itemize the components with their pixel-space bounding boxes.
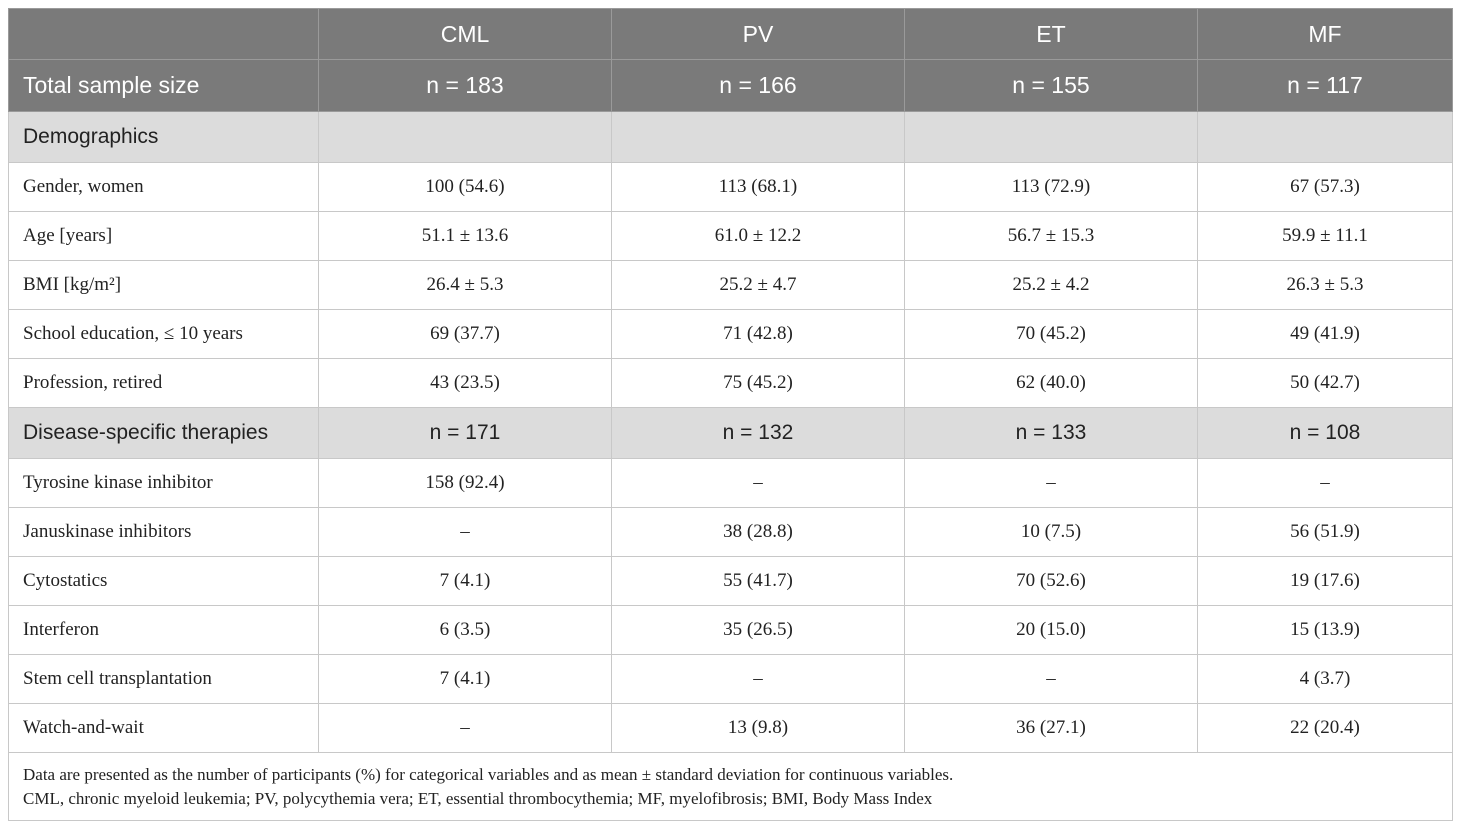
cell-et: 70 (45.2) — [905, 310, 1198, 359]
column-header-mf: MF — [1198, 9, 1453, 60]
row-label: Watch-and-wait — [9, 704, 319, 753]
row-label: Stem cell transplantation — [9, 655, 319, 704]
table-row — [9, 163, 1453, 212]
cell-cml: – — [319, 508, 612, 557]
table-row — [9, 359, 1453, 408]
section-count: n = 133 — [905, 408, 1198, 459]
footnote-line-2: CML, chronic myeloid leukemia; PV, polycythemia vera; ET, essential thrombocythemia; MF, myelofibrosis; BMI, Body Mass Index — [23, 788, 933, 808]
sample-size-et: n = 155 — [905, 60, 1198, 112]
row-label: Profession, retired — [9, 359, 319, 408]
cell-et: – — [905, 655, 1198, 704]
row-label: School education, ≤ 10 years — [9, 310, 319, 359]
cell-et: 36 (27.1) — [905, 704, 1198, 753]
cell-mf: 26.3 ± 5.3 — [1198, 261, 1453, 310]
cell-et: 10 (7.5) — [905, 508, 1198, 557]
column-header-cml: CML — [319, 9, 612, 60]
table-row — [9, 459, 1453, 508]
column-header-row — [9, 9, 1453, 60]
cell-cml: 7 (4.1) — [319, 655, 612, 704]
cell-cml: 158 (92.4) — [319, 459, 612, 508]
cell-pv: 38 (28.8) — [612, 508, 905, 557]
table-row — [9, 606, 1453, 655]
cell-mf: – — [1198, 459, 1453, 508]
cell-mf: 4 (3.7) — [1198, 655, 1453, 704]
cell-mf: 49 (41.9) — [1198, 310, 1453, 359]
table-row — [9, 261, 1453, 310]
sample-size-row — [9, 60, 1453, 112]
table-row — [9, 310, 1453, 359]
cell-mf: 56 (51.9) — [1198, 508, 1453, 557]
row-label: Gender, women — [9, 163, 319, 212]
cell-cml: 51.1 ± 13.6 — [319, 212, 612, 261]
row-label: BMI [kg/m²] — [9, 261, 319, 310]
cell-pv: – — [612, 459, 905, 508]
cell-et: 113 (72.9) — [905, 163, 1198, 212]
cell-et: 25.2 ± 4.2 — [905, 261, 1198, 310]
row-label: Interferon — [9, 606, 319, 655]
cell-cml: 6 (3.5) — [319, 606, 612, 655]
section-header-therapies — [9, 408, 1453, 459]
section-count — [319, 112, 612, 163]
footnote-line-1: Data are presented as the number of participants (%) for categorical variables and as mean ± standard deviation for continuous variables. — [23, 764, 954, 784]
table-row — [9, 655, 1453, 704]
section-count — [612, 112, 905, 163]
cell-mf: 67 (57.3) — [1198, 163, 1453, 212]
section-title: Disease-specific therapies — [9, 408, 319, 459]
cell-cml: 26.4 ± 5.3 — [319, 261, 612, 310]
section-count — [1198, 112, 1453, 163]
cell-cml: – — [319, 704, 612, 753]
cell-pv: 35 (26.5) — [612, 606, 905, 655]
cell-cml: 100 (54.6) — [319, 163, 612, 212]
cell-mf: 15 (13.9) — [1198, 606, 1453, 655]
cell-pv: – — [612, 655, 905, 704]
cell-pv: 61.0 ± 12.2 — [612, 212, 905, 261]
table-row — [9, 557, 1453, 606]
table-footnote — [9, 753, 1453, 821]
cell-mf: 22 (20.4) — [1198, 704, 1453, 753]
sample-size-mf: n = 117 — [1198, 60, 1453, 112]
row-label: Tyrosine kinase inhibitor — [9, 459, 319, 508]
cell-pv: 13 (9.8) — [612, 704, 905, 753]
table-container — [8, 8, 1452, 821]
cell-et: 70 (52.6) — [905, 557, 1198, 606]
cell-et: 62 (40.0) — [905, 359, 1198, 408]
section-count — [905, 112, 1198, 163]
sample-size-cml: n = 183 — [319, 60, 612, 112]
row-label: Januskinase inhibitors — [9, 508, 319, 557]
table-footnote-row — [9, 753, 1453, 821]
section-count: n = 171 — [319, 408, 612, 459]
cell-mf: 59.9 ± 11.1 — [1198, 212, 1453, 261]
sample-size-label: Total sample size — [9, 60, 319, 112]
cell-pv: 25.2 ± 4.7 — [612, 261, 905, 310]
section-header-demographics — [9, 112, 1453, 163]
table-row — [9, 508, 1453, 557]
cell-cml: 43 (23.5) — [319, 359, 612, 408]
cell-cml: 7 (4.1) — [319, 557, 612, 606]
column-header-pv: PV — [612, 9, 905, 60]
sample-size-pv: n = 166 — [612, 60, 905, 112]
section-count: n = 108 — [1198, 408, 1453, 459]
cell-pv: 55 (41.7) — [612, 557, 905, 606]
row-label: Age [years] — [9, 212, 319, 261]
table-row — [9, 212, 1453, 261]
table-body — [9, 112, 1453, 821]
cell-et: – — [905, 459, 1198, 508]
table-row — [9, 704, 1453, 753]
cell-mf: 50 (42.7) — [1198, 359, 1453, 408]
column-header-et: ET — [905, 9, 1198, 60]
cell-cml: 69 (37.7) — [319, 310, 612, 359]
table-header — [9, 9, 1453, 112]
results-table — [8, 8, 1453, 821]
section-count: n = 132 — [612, 408, 905, 459]
cell-mf: 19 (17.6) — [1198, 557, 1453, 606]
cell-et: 20 (15.0) — [905, 606, 1198, 655]
cell-pv: 113 (68.1) — [612, 163, 905, 212]
cell-pv: 75 (45.2) — [612, 359, 905, 408]
section-title: Demographics — [9, 112, 319, 163]
row-label: Cytostatics — [9, 557, 319, 606]
cell-et: 56.7 ± 15.3 — [905, 212, 1198, 261]
cell-pv: 71 (42.8) — [612, 310, 905, 359]
column-header-blank — [9, 9, 319, 60]
